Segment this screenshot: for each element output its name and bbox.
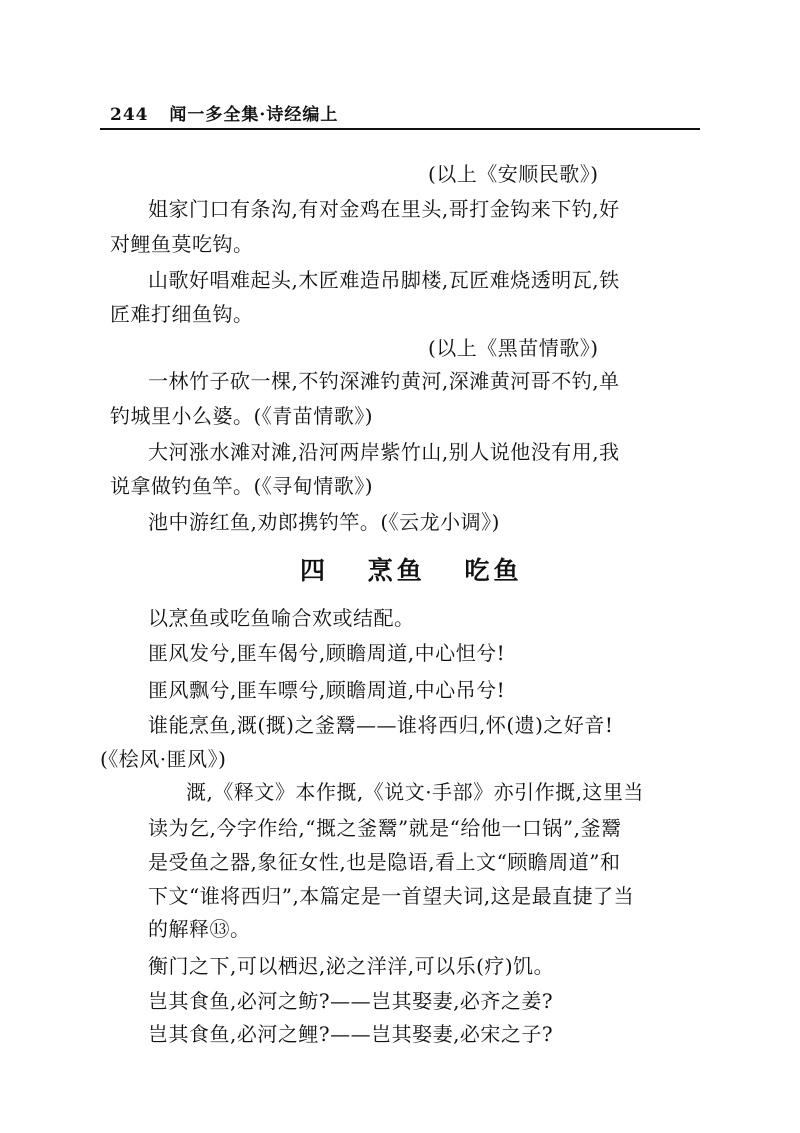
poem-line: 衡门之下,可以栖迟,泌之洋洋,可以乐(疗)饥。 <box>148 954 555 978</box>
running-header <box>110 100 700 125</box>
commentary-line: 是受鱼之器,象征女性,也是隐语,看上文“顾瞻周道”和 <box>148 850 621 874</box>
poem-line: 岂其食鱼,必河之鲤?——岂其娶妻,必宋之子? <box>148 1022 554 1046</box>
commentary-line: 读为乞,今字作给,“摡之釜鬵”就是“给他一口锅”,釜鬵 <box>148 816 622 840</box>
text-line: 对鲤鱼莫吃钩。 <box>110 232 254 256</box>
header-rule <box>100 128 700 130</box>
poem-line: 匪风飘兮,匪车嘌兮,顾瞻周道,中心吊兮! <box>148 678 506 702</box>
text-line: 一林竹子砍一棵,不钓深滩钓黄河,深滩黄河哥不钓,单 <box>148 369 620 393</box>
commentary-line: 下文“谁将西归”,本篇定是一首望夫词,这是最直捷了当 <box>148 884 635 908</box>
section-title-2: 吃鱼 <box>464 556 523 585</box>
book-title: 闻一多全集·诗经编上 <box>169 105 339 125</box>
source-note: (以上《黑苗情歌》) <box>428 336 599 360</box>
poem-source: (《桧风·匪风》) <box>100 747 227 771</box>
section-intro: 以烹鱼或吃鱼喻合欢或结配。 <box>148 606 415 630</box>
commentary-line: 溉,《释文》本作摡,《说文·手部》亦引作摡,这里当 <box>186 780 644 804</box>
poem-line: 谁能烹鱼,溉(摡)之釜鬵——谁将西归,怀(遗)之好音! <box>148 713 614 737</box>
commentary-line: 的解释⑬。 <box>148 917 251 941</box>
poem-line: 匪风发兮,匪车偈兮,顾瞻周道,中心怛兮! <box>148 641 506 665</box>
section-heading <box>300 551 548 587</box>
text-line: 姐家门口有条沟,有对金鸡在里头,哥打金钩来下钓,好 <box>148 197 620 221</box>
page-number: 244 <box>110 105 149 125</box>
text-line: 山歌好唱难起头,木匠难造吊脚楼,瓦匠难烧透明瓦,铁 <box>148 268 620 292</box>
text-line: 钓城里小么婆。(《青苗情歌》) <box>110 404 374 428</box>
section-number: 四 <box>300 556 330 585</box>
source-note: (以上《安顺民歌》) <box>428 162 599 186</box>
section-title-1: 烹鱼 <box>367 556 426 585</box>
text-line: 说拿做钓鱼竿。(《寻甸情歌》) <box>110 474 374 498</box>
text-line: 大河涨水滩对滩,沿河两岸紫竹山,别人说他没有用,我 <box>148 440 620 464</box>
text-line: 池中游红鱼,劝郎携钓竿。(《云龙小调》) <box>148 510 500 534</box>
poem-line: 岂其食鱼,必河之鲂?——岂其娶妻,必齐之姜? <box>148 989 554 1013</box>
text-line: 匠难打细鱼钩。 <box>110 302 254 326</box>
